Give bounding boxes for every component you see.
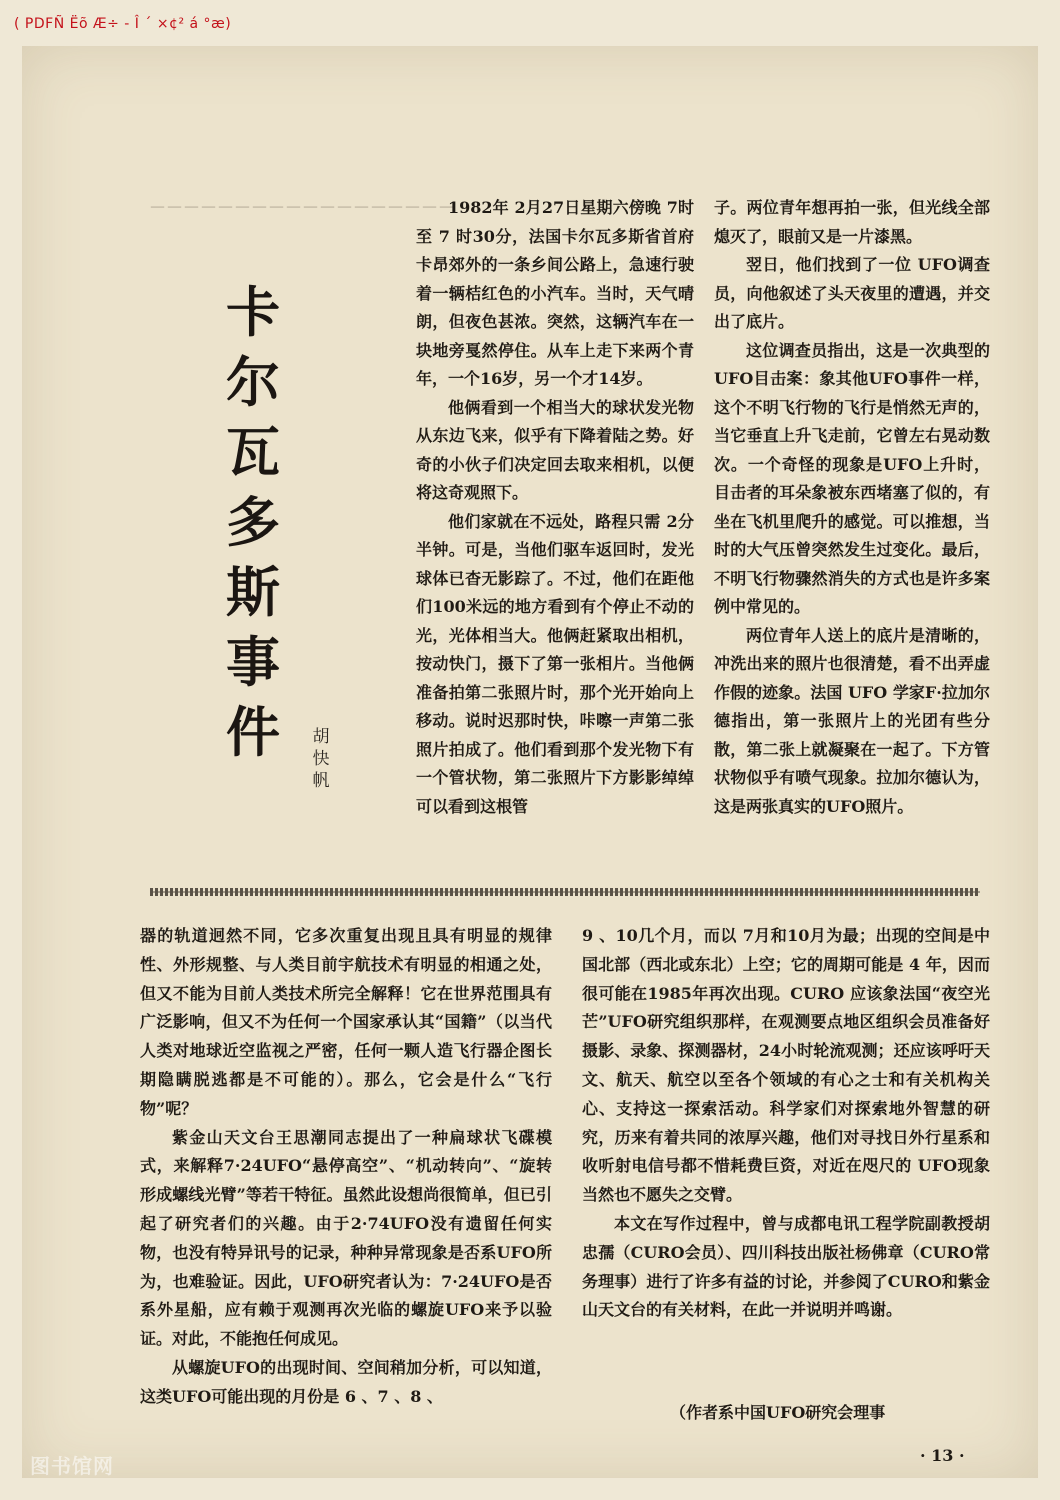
paragraph: 他们家就在不远处，路程只需 2分半钟。可是，当他们驱车返回时，发光球体已杳无影踪了。不过，他们在距他们100米远的地方看到有个停止不动的光，光体相当大。他俩赶紧取出相机，按动快门，摄下了第一张相片。当他俩准备拍第二张照片时，那个光开始向上移动。说时迟那时快，咔嚓一声第二张照片拍成了。他们看到那个发光物下有一个管状物，第二张照片下方影影绰绰可以看到这根管 xyxy=(416,511,694,816)
title-char: 件 xyxy=(226,701,280,764)
title-char: 卡 xyxy=(226,281,280,344)
paragraph: 紫金山天文台王思潮同志提出了一种扁球状飞碟模式，来解释7·24UFO“悬停高空”、“机动转向”、“旋转形成螺线光臂”等若干特征。虽然此设想尚很简单，但已引起了研究者们的兴趣。由于2·74UFO没有遗留任何实物，也没有特异讯号的记录，种种异常现象是否系UFO所为，也难验证。因此，UFO研究者认为：7·24UFO是否系外星船，应有赖于观测再次光临的螺旋UFO来予以验证。对此，不能抱任何成见。 xyxy=(140,1127,552,1349)
lower-column-left xyxy=(140,922,552,1412)
paragraph: 9 、10几个月，而以 7月和10月为最；出现的空间是中国北部（西北或东北）上空；它的周期可能是 4 年，因而很可能在1985年再次出现。CURO 应该象法国“夜空光芒”UFO研究组织那样，在观测要点地区组织会员准备好摄影、录象、探测器材，24小时轮流观测；还应该呼吁天文、航天、航空以至各个领域的有心之士和有关机构关心、支持这一探索活动。科学家们对探索地外智慧的研究，历来有着共同的浓厚兴趣，他们对寻找日外行星系和收听射电信号都不惜耗费巨资，对近在咫尺的 UFO现象当然也不愿失之交臂。 xyxy=(582,926,990,1205)
pdf-header-tag: ( PDFÑ Ëõ Æ÷ - Î ´ ×¢² á °æ) xyxy=(14,16,232,32)
author-signoff: （作者系中国UFO研究会理事 xyxy=(670,1403,886,1422)
upper-column-left xyxy=(416,194,694,821)
paragraph: 本文在写作过程中，曾与成都电讯工程学院副教授胡忠孺（CURO会员）、四川科技出版社杨佛章（CURO常务理事）进行了许多有益的讨论，并参阅了CURO和紫金山天文台的有关材料，在此一并说明并鸣谢。 xyxy=(582,1213,990,1320)
title-char: 斯 xyxy=(226,561,280,624)
title-char: 瓦 xyxy=(226,421,280,484)
paragraph: 翌日，他们找到了一位 UFO调查员，向他叙述了头天夜里的遭遇，并交出了底片。 xyxy=(714,255,990,331)
lower-column-right xyxy=(582,922,990,1325)
article-title xyxy=(218,278,288,768)
paragraph: 从螺旋UFO的出现时间、空间稍加分析，可以知道，这类UFO可能出现的月份是 6 、7 、8 、 xyxy=(140,1357,552,1406)
watermark: 图书馆网 xyxy=(30,1454,114,1478)
title-char: 尔 xyxy=(226,351,280,414)
title-char: 多 xyxy=(226,491,280,554)
author-char: 快 xyxy=(312,749,330,769)
paragraph: 子。两位青年想再拍一张，但光线全部熄灭了，眼前又是一片漆黑。 xyxy=(714,198,990,246)
scanned-page xyxy=(22,46,1038,1478)
author-char: 胡 xyxy=(312,727,330,747)
article-author xyxy=(310,726,332,792)
title-char: 事 xyxy=(226,631,280,694)
bleed-through-text: —————————————————— xyxy=(150,197,456,215)
upper-column-right xyxy=(714,194,990,821)
paragraph: 器的轨道迥然不同，它多次重复出现且具有明显的规律性、外形规整、与人类目前宇航技术有明显的相通之处，但又不能为目前人类技术所完全解释！它在世界范围具有广泛影响，但又不为任何一个国家承认其“国籍”（以当代人类对地球近空监视之严密，任何一颗人造飞行器企图长期隐瞒脱逃都是不可能的）。那么，它会是什么“飞行物”呢？ xyxy=(140,926,552,1118)
paragraph: 这位调查员指出，这是一次典型的UFO目击案：象其他UFO事件一样，这个不明飞行物的飞行是悄然无声的，当它垂直上升飞走前，它曾左右晃动数次。一个奇怪的现象是UFO上升时，目击者的耳朵象被东西堵塞了似的，有坐在飞机里爬升的感觉。可以推想，当时的大气压曾突然发生过变化。最后，不明飞行物骤然消失的方式也是许多案例中常见的。 xyxy=(714,340,990,616)
author-char: 帆 xyxy=(312,771,330,791)
paragraph: 1982年 2月27日星期六傍晚 7时至 7 时30分，法国卡尔瓦多斯省首府卡昂郊外的一条乡间公路上，急速行驶着一辆桔红色的小汽车。当时，天气晴朗，但夜色甚浓。突然，这辆汽车在一块地旁戛然停住。从车上走下来两个青年，一个16岁，另一个才14岁。 xyxy=(416,198,694,388)
paragraph: 两位青年人送上的底片是清晰的，冲洗出来的照片也很清楚，看不出弄虚作假的迹象。法国 UFO 学家F·拉加尔德指出，第一张照片上的光团有些分散，第二张上就凝聚在一起了。下方管状物似乎有喷气现象。拉加尔德认为，这是两张真实的UFO照片。 xyxy=(714,625,990,816)
page-number: · 13 · xyxy=(920,1446,965,1465)
paragraph: 他俩看到一个相当大的球状发光物从东边飞来，似乎有下降着陆之势。好奇的小伙子们决定回去取来相机，以便将这奇观照下。 xyxy=(416,397,694,502)
section-divider xyxy=(150,888,980,896)
